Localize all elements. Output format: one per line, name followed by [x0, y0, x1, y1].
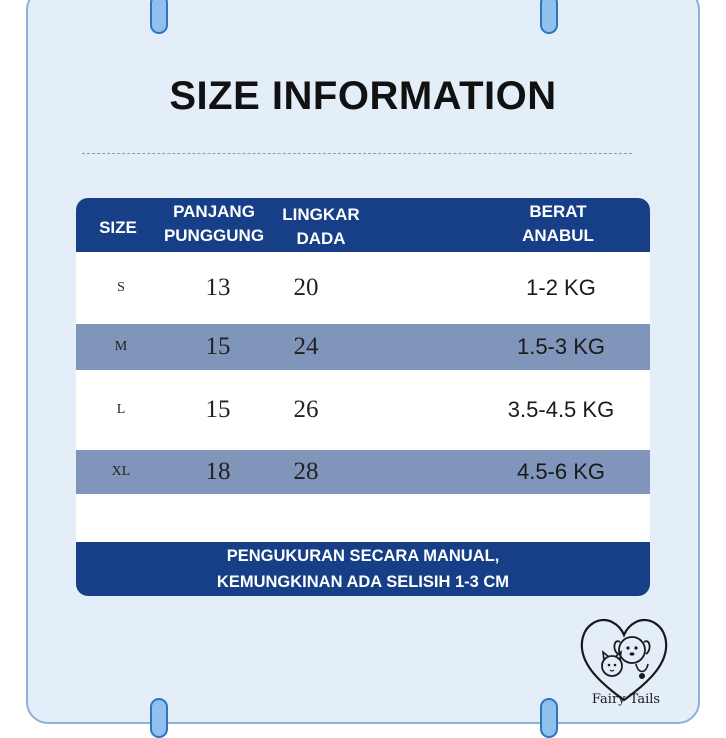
cell-panjang: 13 [205, 274, 231, 301]
table-footer-note [76, 542, 650, 596]
header-lingkar-line2: DADA [296, 229, 346, 248]
cell-lingkar: 24 [293, 333, 319, 360]
cell-panjang: 15 [205, 333, 231, 360]
cell-lingkar: 28 [293, 458, 319, 485]
cell-berat: 1-2 KG [526, 275, 596, 300]
header-lingkar-line1: LINGKAR [282, 205, 360, 224]
cell-size: M [114, 339, 128, 354]
table-row [76, 370, 650, 450]
cell-panjang: 15 [205, 396, 231, 423]
header-berat-line2: ANABUL [522, 226, 594, 245]
table-header [76, 198, 650, 252]
cell-berat: 1.5-3 KG [516, 334, 606, 359]
clip-top-right [540, 0, 558, 34]
cell-size: L [116, 402, 126, 417]
cell-size: XL [111, 464, 131, 479]
clip-top-left [150, 0, 168, 34]
footer-note-line1: PENGUKURAN SECARA MANUAL, [226, 547, 500, 565]
header-panjang-line1: PANJANG [173, 202, 255, 221]
cell-panjang: 18 [205, 458, 231, 485]
cell-size: S [117, 280, 125, 295]
cell-berat: 4.5-6 KG [516, 459, 606, 484]
header-size: SIZE [99, 218, 137, 237]
table-row [76, 324, 650, 370]
cell-lingkar: 20 [293, 274, 319, 301]
page-title: SIZE INFORMATION [169, 74, 557, 118]
title-divider [82, 153, 632, 154]
table-row [76, 252, 650, 324]
header-berat-line1: BERAT [529, 202, 587, 221]
footer-note-line2: KEMUNGKINAN ADA SELISIH 1-3 CM [216, 573, 510, 591]
clip-bottom-right [540, 698, 558, 738]
clip-bottom-left [150, 698, 168, 738]
cell-lingkar: 26 [293, 396, 319, 423]
cell-berat: 3.5-4.5 KG [507, 397, 615, 422]
table-row [76, 450, 650, 494]
logo-text: Fairy Tails [591, 692, 661, 707]
size-table [76, 198, 650, 596]
header-panjang-line2: PUNGGUNG [163, 226, 265, 245]
